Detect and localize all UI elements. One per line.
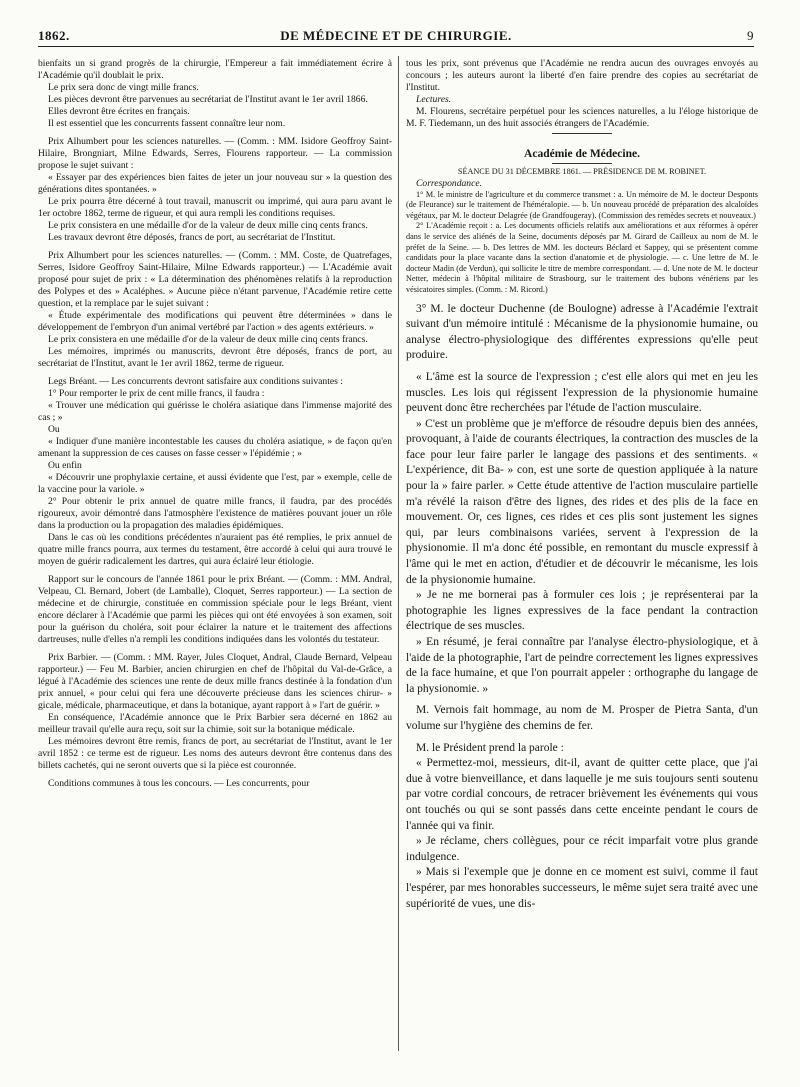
paragraph: M. Flourens, secrétaire perpétuel pour les sciences naturelles, a lu l'éloge historique de M. F. Tiedemann, un des huit associés étrangers de l'Académie. [406, 106, 758, 129]
prize-heading-paragraph: Prix Alhumbert pour les sciences naturelles. — (Comm. : MM. Coste, de Quatrefages, Serres, Isidore Geoffroy Saint-Hilaire, Milne Edwards rapporteur.) — L'Académie avait proposé pour sujet de prix : « La détermination des phénomènes relatifs à la reproduction des Polypes et des » Acaléphes. » Aucune pièce n'étant parvenue, l'Académie retire cette question, et la remplace par le sujet suivant : [38, 250, 392, 309]
paragraph: » Mais si l'exemple que je donne en ce moment est suivi, comme il faut l'espérer, par mes honorables successeurs, le même sujet sera traité avec une supériorité de vues, une dis- [406, 866, 758, 910]
page-number: 9 [747, 28, 754, 43]
paragraph: Le prix consistera en une médaille d'or de la valeur de deux mille cinq cents francs. [48, 220, 368, 231]
paragraph: « Découvrir une prophylaxie certaine, et aussi évidente que l'est, par » exemple, celle de la vaccine pour la variole. » [38, 472, 392, 495]
page-year: 1862. [38, 28, 70, 43]
page-header [38, 24, 754, 47]
prize-heading-paragraph: Prix Alhumbert pour les sciences naturelles. — (Comm. : MM. Isidore Geoffroy Saint-Hilaire, Brongniart, Milne Edwards, Serres, Flourens rapporteur. — La commission propose le sujet suivant : [38, 136, 392, 171]
paragraph: « Étude expérimentale des modifications qui peuvent être déterminées » dans le développement de l'embryon d'un animal vertébré par l'action » des agents extérieurs. » [38, 310, 392, 333]
paragraph: M. le Président prend la parole : [416, 741, 564, 754]
lectures-heading: Lectures. [416, 94, 452, 105]
left-column [38, 58, 392, 790]
prize-heading-paragraph: Conditions communes à tous les concours. — Les concurrents, pour [48, 778, 310, 789]
paragraph: Les mémoires devront être remis, francs de port, au secrétariat de l'Institut, avant le 1er avril 1852 : ce terme est de rigueur. Les noms des auteurs devront être contenus dans des billets cachetés, qui ne seront ouverts que si la pièce est couronnée. [38, 736, 392, 771]
prize-heading-paragraph: Rapport sur le concours de l'année 1861 pour le prix Bréant. — (Comm. : MM. Andral, Velpeau, Cl. Bernard, Jobert (de Lamballe), Cloquet, Serres rapporteur.) — La section de médecine et de chirurgie, constituée en commission spéciale pour le legs Bréant, vient encore déclarer à l'Académie que parmi les pièces qui ont été envoyées à son examen, soit pour la guérison du choléra, soit pour éclairer la nature et le traitement des affections dartreuses, nulle d'elles n'a rempli les conditions indiquées dans les volontés du testateur. [38, 574, 392, 645]
paragraph: « Indiquer d'une manière incontestable les causes du choléra asiatique, » de façon qu'en amenant la suppression de ces causes on fasse cesser » l'épidémie ; » [38, 436, 392, 459]
paragraph: En conséquence, l'Académie annonce que le Prix Barbier sera décerné en 1862 au meilleur travail qu'elle aura reçu, soit sur la chimie, soit sur la botanique médicale. [38, 712, 392, 735]
correspondance-heading: Correspondance. [416, 177, 482, 189]
paragraph: bienfaits un si grand progrès de la chirurgie, l'Empereur a fait immédiatement écrire à l'Académie qu'il doublait le prix. [38, 58, 392, 81]
paragraph: » Je ne me bornerai pas à formuler ces lois ; je représenterai par la photographie les lignes expressives de la face pendant la contraction électrique de ses muscles. [406, 589, 758, 633]
paragraph: « L'âme est la source de l'expression ; c'est elle alors qui met en jeu les muscles. Les lois qui régissent l'expression de la physionomie humaine peuvent donc être recherchées par l'étude de l'action musculaire. [406, 370, 758, 415]
separator-rule [552, 133, 612, 134]
paragraph: » C'est un problème que je m'efforce de résoudre depuis bien des années, provoquant, à l'aide de courants électriques, la contraction des muscles de la face pour leur faire parler le langage des passions et des sentiments. « L'expérience, dit Ba- » con, est une sorte de question appliquée à la nature pour la » faire parler. » Cette étude attentive de l'action musculaire partielle m'a révélé la raison d'être des lignes, des rides et des plis de la face en mouvement. Or, ces lignes, ces rides et ces plis sont justement les signes qui, par leurs combinaisons variées, servent à l'expression de la physionomie. Il m'a donc été possible, en remontant du muscle expressif à l'âme qui le met en action, d'étudier et de découvrir le mécanisme, les lois de la physionomie humaine. [406, 417, 758, 586]
paragraph: Elles devront être écrites en français. [48, 106, 190, 117]
paragraph: Il est essentiel que les concurrents fassent connaître leur nom. [48, 118, 286, 129]
paragraph: Le prix pourra être décerné à tout travail, manuscrit ou imprimé, qui aura paru avant le 1er octobre 1862, terme de rigueur, et qui aura rempli les conditions requises. [38, 196, 392, 219]
paragraph: Ou [48, 424, 60, 435]
session-line: SÉANCE DU 31 DÉCEMBRE 1861. — PRÉSIDENCE DE M. ROBINET. [457, 167, 707, 176]
prize-heading-paragraph: Legs Bréant. — Les concurrents devront satisfaire aux conditions suivantes : [48, 376, 343, 387]
paragraph: Ou enfin [48, 460, 82, 471]
paragraph: « Permettez-moi, messieurs, dit-il, avant de quitter cette place, que j'ai due à votre bienveillance, et dans laquelle je me suis toujours senti soutenu par votre cordial concours, de retracer brièvement les événements qui vous ont touchés ou qui se sont passés dans cette enceinte pendant le cours de l'année qui va finir. [406, 757, 758, 832]
paragraph: Dans le cas où les conditions précédentes n'auraient pas été remplies, le prix annuel de quatre mille francs pourra, aux termes du testament, être accordé à celui qui aura trouvé le moyen de guérir radicalement les dartres, qui aura éclairé leur étiologie. [38, 532, 392, 567]
section-title: Académie de Médecine. [524, 148, 640, 160]
paragraph: Le prix sera donc de vingt mille francs. [48, 82, 199, 93]
paragraph: Les mémoires, imprimés ou manuscrits, devront être déposés, francs de port, au secrétariat de l'Institut, avant le 1er avril 1862, terme de rigueur. [38, 346, 392, 369]
paragraph: Le prix consistera en une médaille d'or de la valeur de deux mille cinq cents francs. [48, 334, 368, 345]
correspondence-item: 1° M. le ministre de l'agriculture et du commerce transmet : a. Un mémoire de M. le docteur Desponts (de Fleurance) sur le traitement de l'héméralopie. — b. Un nouveau procédé de préparation des alcaloïdes végétaux, par M. le docteur Delagrée (de Grandfougeray). (Commission des remèdes secrets et nouveaux.) [406, 189, 758, 220]
paragraph: tous les prix, sont prévenus que l'Académie ne rendra aucun des ouvrages envoyés au concours ; les auteurs auront la liberté d'en faire prendre des copies au secrétariat de l'Institut. [406, 58, 758, 93]
separator-rule [552, 163, 612, 164]
paragraph: M. Vernois fait hommage, au nom de M. Prosper de Pietra Santa, d'un volume sur l'hygiène des chemins de fer. [406, 704, 758, 732]
running-title: DE MÉDECINE ET DE CHIRURGIE. [280, 28, 512, 43]
paragraph: Les pièces devront être parvenues au secrétariat de l'Institut avant le 1er avril 1866. [48, 94, 368, 105]
column-divider [398, 56, 399, 1051]
paragraph: Les travaux devront être déposés, francs de port, au secrétariat de l'Institut. [48, 232, 336, 243]
paragraph: 1° Pour remporter le prix de cent mille francs, il faudra : [48, 388, 265, 399]
paragraph: 3° M. le docteur Duchenne (de Boulogne) adresse à l'Académie l'extrait suivant d'un mémoire intitulé : Mécanisme de la physionomie humaine, ou analyse électro-physiologique des différentes expressions qu'elle peut produire. [406, 302, 758, 362]
paragraph: 2° Pour obtenir le prix annuel de quatre mille francs, il faudra, par des procédés rigoureux, avoir démontré dans l'atmosphère l'existence de matières pouvant jouer un rôle dans la production ou la propagation des maladies épidémiques. [38, 496, 392, 531]
right-column [406, 58, 758, 912]
correspondence-item: 2° L'Académie reçoit : a. Les documents officiels relatifs aux améliorations et aux réformes à opérer dans le service des aliénés de la Seine, documents déposés par M. Girard de Cailleux au nom de M. le préfet de la Seine. — b. Des lettres de MM. les docteurs Béclard et Sappey, qui se présentent comme candidats pour la place vacante dans la section d'anatomie et de physiologie. — c. Une lettre de M. le docteur Madin (de Verdun), qui sollicite le titre de membre correspondant. — d. Une note de M. le docteur Netter, médecin à l'hôpital militaire de Strasbourg, sur le traitement des bubons vénériens par les vésicatoires simples. (Comm. : M. Ricord.) [406, 221, 758, 294]
paragraph: « Essayer par des expériences bien faites de jeter un jour nouveau sur » la question des générations dites spontanées. » [38, 172, 392, 195]
paragraph: » En résumé, je ferai connaître par l'analyse électro-physiologique, et à l'aide de la photographie, l'art de peindre correctement les lignes expressives de la face humaine, et que l'on pourrait appeler : orthographe du langage de la physionomie. » [406, 636, 758, 695]
paragraph: « Trouver une médication qui guérisse le choléra asiatique dans l'immense majorité des cas ; » [38, 400, 392, 423]
prize-heading-paragraph: Prix Barbier. — (Comm. : MM. Rayer, Jules Cloquet, Andral, Claude Bernard, Velpeau rapporteur.) — Feu M. Barbier, ancien chirurgien en chef de l'hôpital du Val-de-Grâce, a légué à l'Académie des sciences une rente de deux mille francs destinée à la fondation d'un prix annuel, « pour celui qui fera une découverte précieuse dans les sciences chirur- » gicale, médicale, pharmaceutique, et dans la botanique, ayant rapport à » l'art de guérir. » [38, 652, 392, 711]
paragraph: » Je réclame, chers collègues, pour ce récit imparfait votre plus grande indulgence. [406, 835, 758, 863]
